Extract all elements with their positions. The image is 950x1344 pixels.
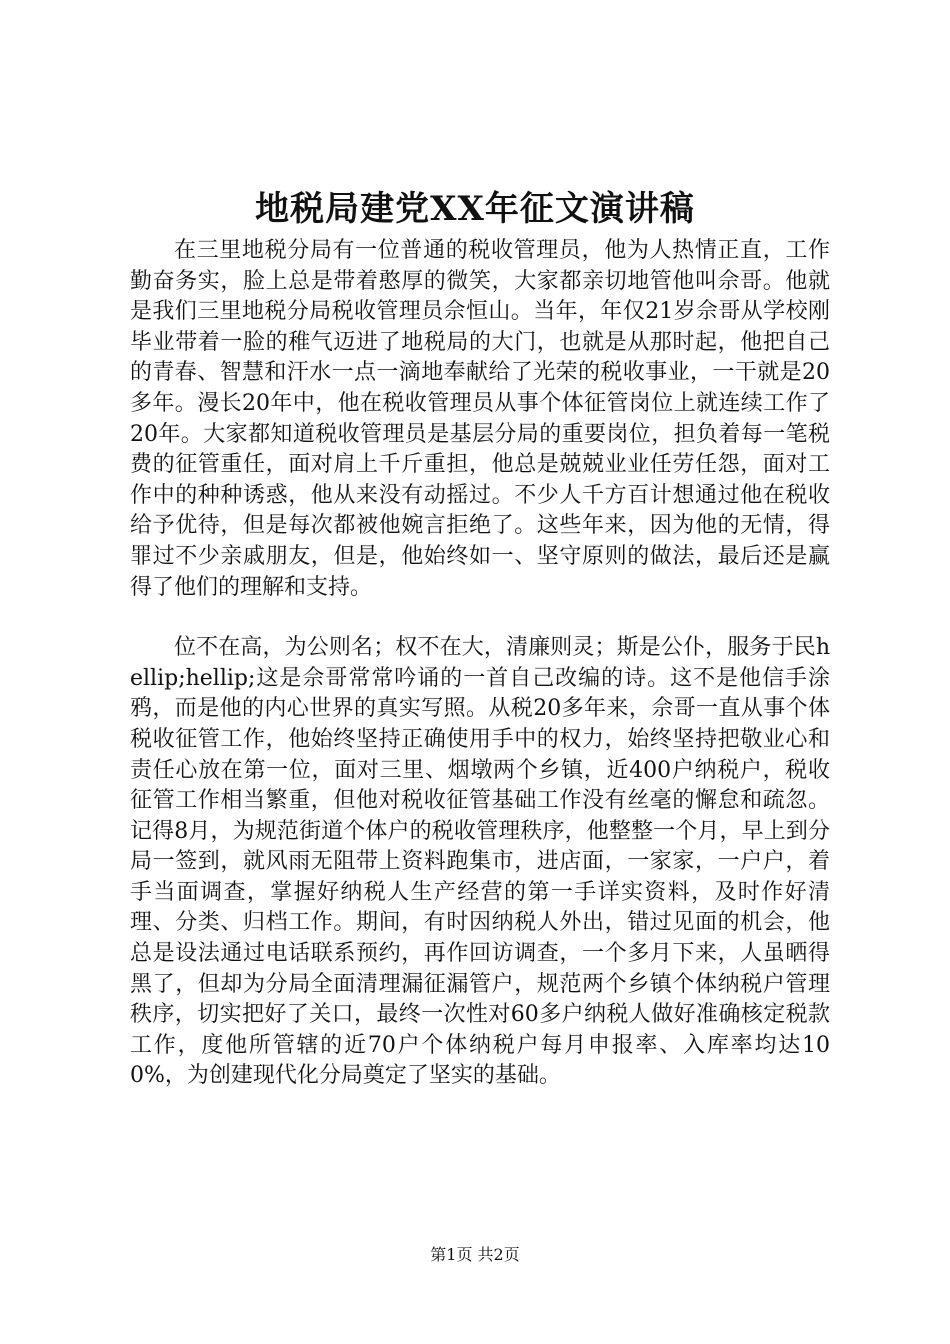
paragraph-2: 位不在高，为公则名；权不在大，清廉则灵；斯是公仆，服务于民hellip;hellip;这是佘哥常常吟诵的一首自己改编的诗。这不是他信手涂鸦，而是他的内心世界的真实写照。从税20多年来，佘哥一直从事个体税收征管工作，他始终坚持正确使用手中的权力，始终坚持把敬业心和责任心放在第一位，面对三里、烟墩两个乡镇，近400户纳税户，税收征管工作相当繁重，但他对税收征管基础工作没有丝毫的懈怠和疏忽。记得8月，为规范街道个体户的税收管理秩序，他整整一个月，早上到分局一签到，就风雨无阻带上资料跑集市，进店面，一家家，一户户，着手当面调查，掌握好纳税人生产经营的第一手详实资料，及时作好清理、分类、归档工作。期间，有时因纳税人外出，错过见面的机会，他总是设法通过电话联系预约，再作回访调查，一个多月下来，人虽晒得黑了，但却为分局全面清理漏征漏管户，规范两个乡镇个体纳税户管理秩序，切实把好了关口，最终一次性对60多户纳税人做好准确核定税款工作，度他所管辖的近70户个体纳税户每月申报率、入库率均达100%，为创建现代化分局奠定了坚实的基础。 bbox=[130, 635, 830, 1089]
document-body bbox=[130, 236, 830, 1092]
paragraph-1: 在三里地税分局有一位普通的税收管理员，他为人热情正直，工作勤奋务实，脸上总是带着憨厚的微笑，大家都亲切地管他叫佘哥。他就是我们三里地税分局税收管理员佘恒山。当年，年仅21岁佘哥从学校刚毕业带着一脸的稚气迈进了地税局的大门，也就是从那时起，他把自己的青春、智慧和汗水一点一滴地奉献给了光荣的税收事业，一干就是20多年。漫长20年中，他在税收管理员从事个体征管岗位上就连续工作了20年。大家都知道税收管理员是基层分局的重要岗位，担负着每一笔税费的征管重任，面对肩上千斤重担，他总是兢兢业业任劳任怨，面对工作中的种种诱惑，他从来没有动摇过。不少人千方百计想通过他在税收给予优待，但是每次都被他婉言拒绝了。这些年来，因为他的无情，得罪过不少亲戚朋友，但是，他始终如一、坚守原则的做法，最后还是赢得了他们的理解和支持。 bbox=[130, 238, 830, 600]
document-title: 地税局建党XX年征文演讲稿 bbox=[255, 189, 695, 229]
page-number: 第1页 共2页 bbox=[430, 1245, 520, 1264]
